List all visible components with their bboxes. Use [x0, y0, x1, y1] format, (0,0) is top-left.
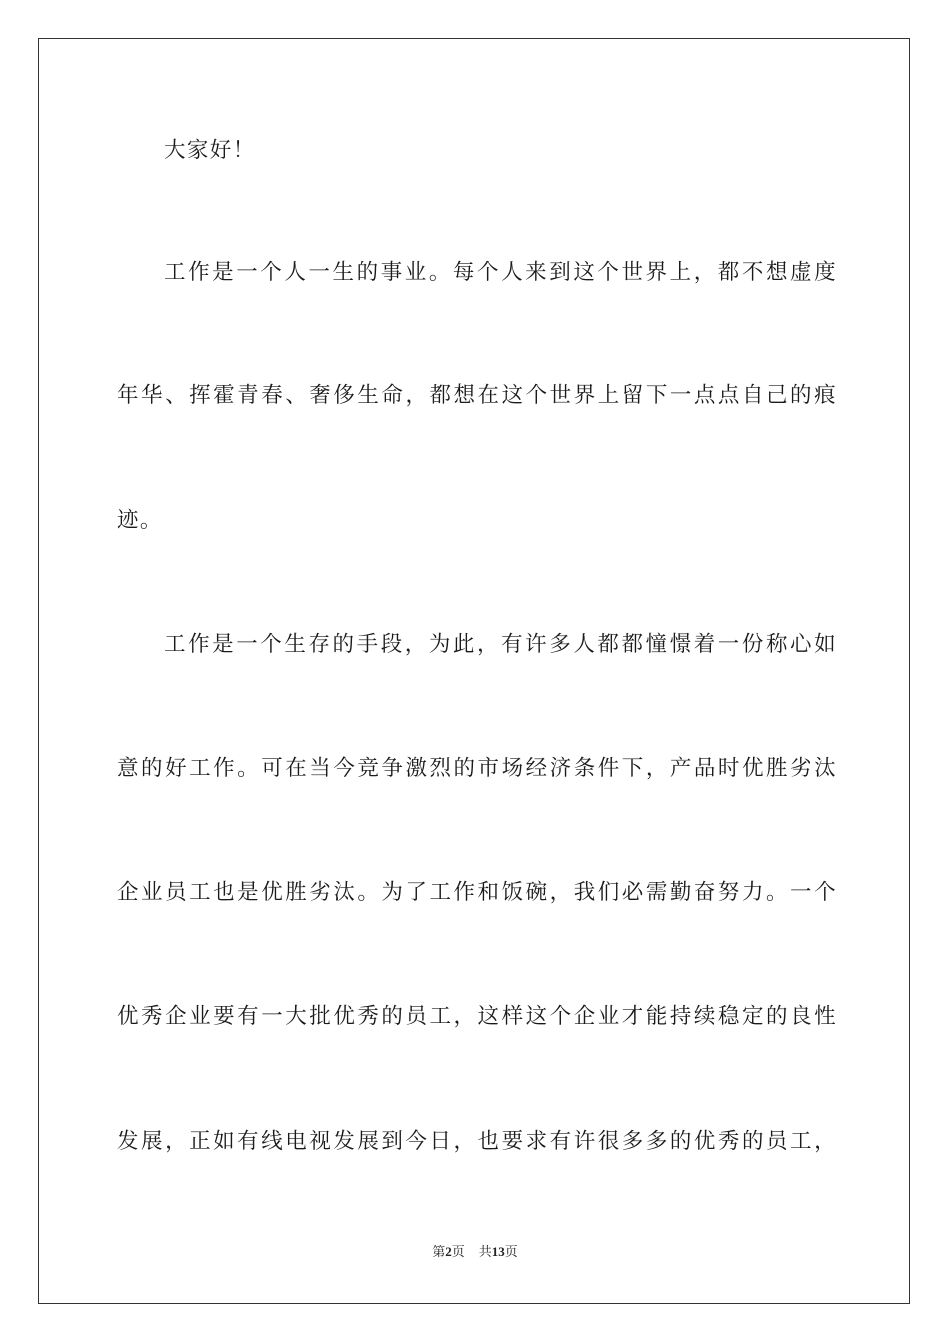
- paragraph-2-line-4: 优秀企业要有一大批优秀的员工，这样这个企业才能持续稳定的良性: [117, 1004, 837, 1029]
- page-border: [38, 38, 910, 1304]
- page-footer: [0, 1243, 950, 1262]
- paragraph-1-line-1: 工作是一个人一生的事业。每个人来到这个世界上，都不想虚度: [164, 260, 837, 285]
- paragraph-2-line-5: 发展，正如有线电视发展到今日，也要求有许很多多的优秀的员工，: [117, 1129, 837, 1154]
- greeting-line: 大家好！: [164, 138, 256, 163]
- current-page-number: 2: [445, 1244, 452, 1259]
- total-suffix: 页: [504, 1245, 518, 1260]
- paragraph-2-line-1: 工作是一个生存的手段，为此，有许多人都都憧憬着一份称心如: [164, 632, 837, 657]
- page-suffix: 页: [451, 1245, 465, 1260]
- page-prefix: 第: [432, 1245, 446, 1260]
- paragraph-2-line-3: 企业员工也是优胜劣汰。为了工作和饭碗，我们必需勤奋努力。一个: [117, 880, 837, 905]
- paragraph-1-line-3: 迹。: [117, 508, 163, 533]
- total-prefix: 共: [478, 1245, 492, 1260]
- total-page-count: 13: [491, 1244, 505, 1259]
- paragraph-2-line-2: 意的好工作。可在当今竞争激烈的市场经济条件下，产品时优胜劣汰: [117, 756, 837, 781]
- paragraph-1-line-2: 年华、挥霍青春、奢侈生命，都想在这个世界上留下一点点自己的痕: [117, 383, 837, 408]
